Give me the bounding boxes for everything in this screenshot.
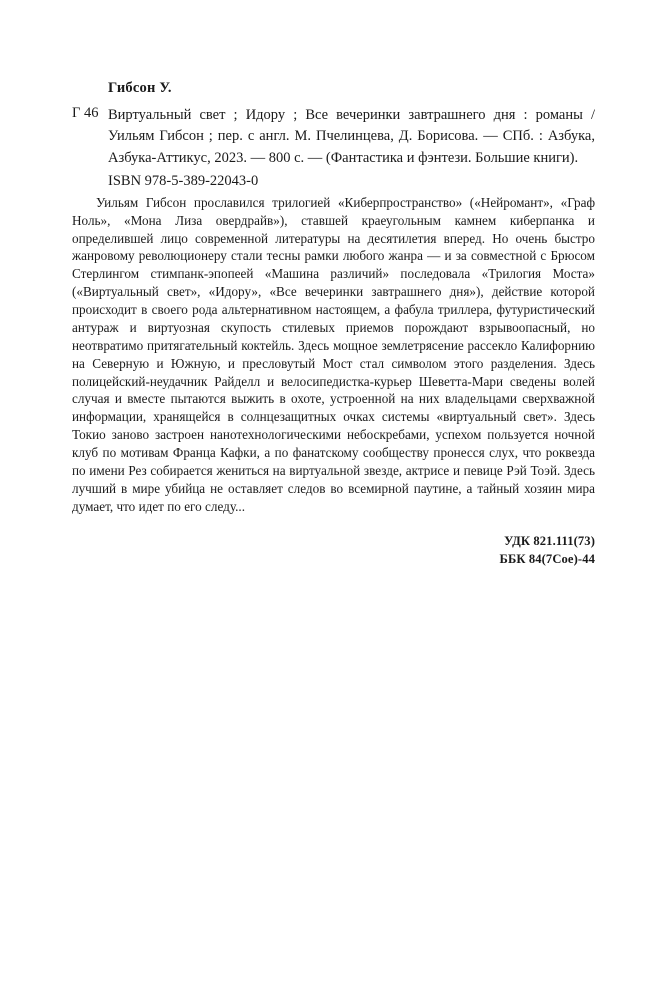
shelfmark: Г 46 <box>72 105 99 122</box>
bibliographic-entry <box>72 105 595 169</box>
annotation-text <box>72 194 595 516</box>
annotation-body: Уильям Гибсон прославился трилогией «Киберпространство» («Нейромант», «Граф Ноль», «Мона Лиза овердрайв»), ставшей краеугольным камнем киберпанка и определившей лицо современной литературы на десятилетия вперед. Но очень быстро жанровому революционеру стали тесны рамки любого жанра — и за совместной с Брюсом Стерлингом стимпанк-эпопеей «Машина различий» последовала «Трилогия Моста» («Виртуальный свет», «Идору», «Все вечеринки завтрашнего дня»), действие которой происходит в своего рода альтернативном настоящем, а фабула триллера, футуристический антураж и виртуозная скупость стилевых приемов порождают взрывоопасный, но неотвратимо притягательный коктейль. Здесь мощное землетрясение рассекло Калифорнию на Северную и Южную, и пресловутый Мост стал символом этого разделения. Здесь полицейский-неудачник Райделл и велосипедистка-курьер Шеветта-Мари сведены волей случая и вместе пытаются выжить в охоте, устроенной на них владельцами сверхважной информации, хранящейся в солнцезащитных очках системы «виртуальный свет». Здесь Токио заново застроен нанотехнологическими небоскребами, успехом пользуется ночной клуб по мотивам Франца Кафки, а по фанатскому сообществу пронесся слух, что роквезда по имени Рез собирается жениться на виртуальной звезде, актрисе и певице Рэй Тоэй. Здесь лучший в мире убийца не оставляет следов во всемирной паутине, а тайный хозяин мира думает, что идет по его следу... <box>72 194 595 514</box>
bbk-code: ББК 84(7Сое)-44 <box>499 551 595 566</box>
udk-code: УДК 821.111(73) <box>504 533 595 548</box>
author-heading: Гибсон У. <box>108 80 172 96</box>
classification-codes <box>72 532 595 569</box>
isbn: ISBN 978-5-389-22043-0 <box>108 173 259 190</box>
bibliographic-description: Виртуальный свет ; Идору ; Все вечеринки завтрашнего дня : романы / Уильям Гибсон ; пер. с англ. М. Пчелинцева, Д. Борисова. — СПб. : Азбука, Азбука-Аттикус, 2023. — 800 с. — (Фантастика и фэнтези. Большие книги). <box>108 107 595 166</box>
